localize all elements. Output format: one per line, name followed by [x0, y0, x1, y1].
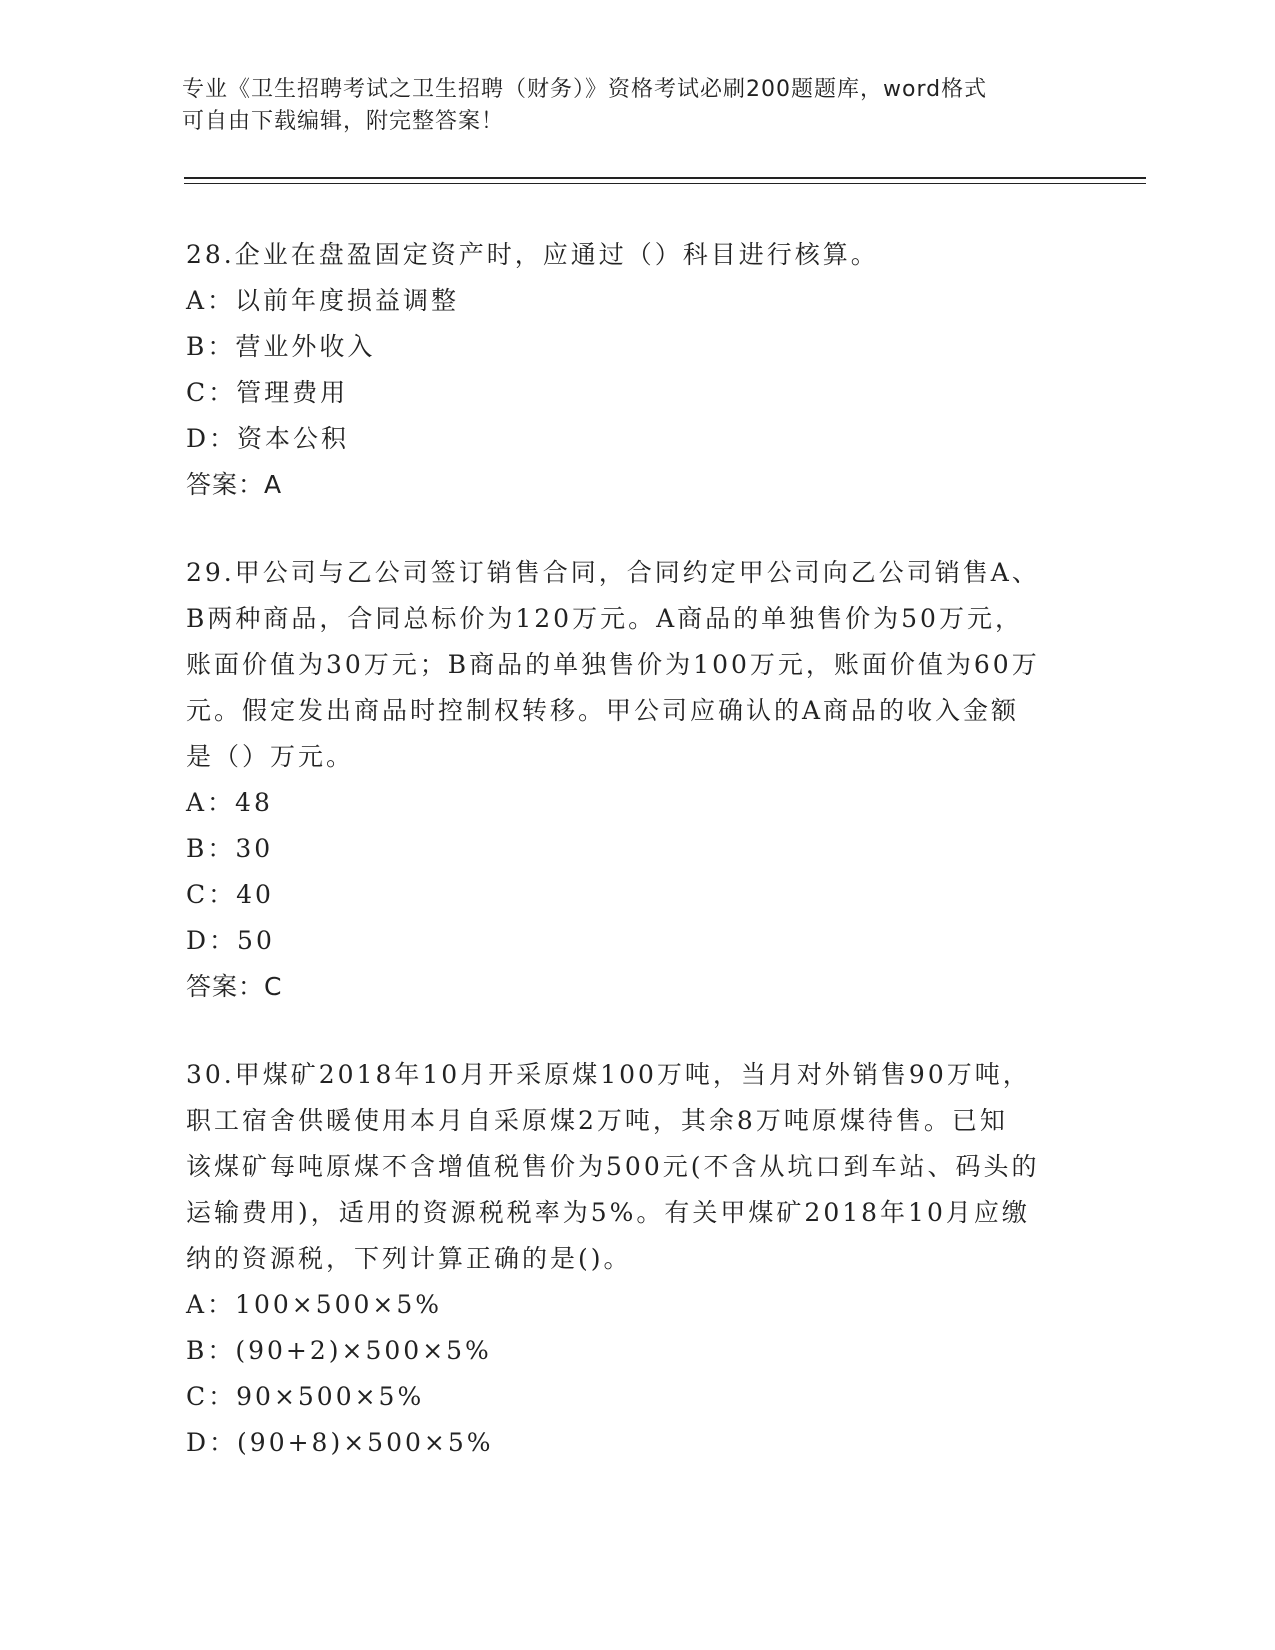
answer-line: 答案：C: [186, 972, 283, 1001]
question-30: [186, 1052, 1086, 1466]
header-line-2: 可自由下载编辑，附完整答案！: [182, 109, 505, 134]
header-divider-top: [184, 177, 1146, 179]
option-a: A：以前年度损益调整: [186, 286, 460, 315]
question-stem-line-5: 纳的资源税，下列计算正确的是()。: [186, 1244, 632, 1273]
option-d: D：50: [186, 926, 275, 955]
question-stem-line-2: 职工宿舍供暖使用本月自采原煤2万吨，其余8万吨原煤待售。已知: [186, 1106, 1008, 1135]
option-d: D：(90+8)×500×5%: [186, 1428, 494, 1457]
header-line-1: 专业《卫生招聘考试之卫生招聘（财务）》资格考试必刷200题题库，word格式: [182, 77, 988, 102]
question-stem-line-5: 是（）万元。: [186, 742, 355, 771]
option-d: D：资本公积: [186, 424, 350, 453]
option-a: A：100×500×5%: [186, 1290, 443, 1319]
question-29: [186, 550, 1086, 1010]
question-stem-line-1: 29.甲公司与乙公司签订销售合同，合同约定甲公司向乙公司销售A、: [186, 558, 1040, 587]
question-list: [186, 232, 1086, 1508]
document-header: [182, 74, 1062, 138]
option-c: C：管理费用: [186, 378, 349, 407]
question-stem-line-3: 账面价值为30万元；B商品的单独售价为100万元，账面价值为60万: [186, 650, 1040, 679]
question-stem-line-4: 运输费用)，适用的资源税税率为5%。有关甲煤矿2018年10月应缴: [186, 1198, 1030, 1227]
option-b: B：30: [186, 834, 274, 863]
question-stem-line-3: 该煤矿每吨原煤不含增值税售价为500元(不含从坑口到车站、码头的: [186, 1152, 1040, 1181]
question-28: [186, 232, 1086, 508]
question-stem: 28.企业在盘盈固定资产时，应通过（）科目进行核算。: [186, 240, 879, 269]
answer-line: 答案：A: [186, 470, 283, 499]
question-stem-line-4: 元。假定发出商品时控制权转移。甲公司应确认的A商品的收入金额: [186, 696, 1020, 725]
option-a: A：48: [186, 788, 273, 817]
question-stem-line-2: B两种商品，合同总标价为120万元。A商品的单独售价为50万元，: [186, 604, 1023, 633]
option-b: B：营业外收入: [186, 332, 376, 361]
option-c: C：90×500×5%: [186, 1382, 425, 1411]
header-divider-bottom: [184, 183, 1146, 184]
option-c: C：40: [186, 880, 274, 909]
question-stem-line-1: 30.甲煤矿2018年10月开采原煤100万吨，当月对外销售90万吨，: [186, 1060, 1031, 1089]
option-b: B：(90+2)×500×5%: [186, 1336, 492, 1365]
